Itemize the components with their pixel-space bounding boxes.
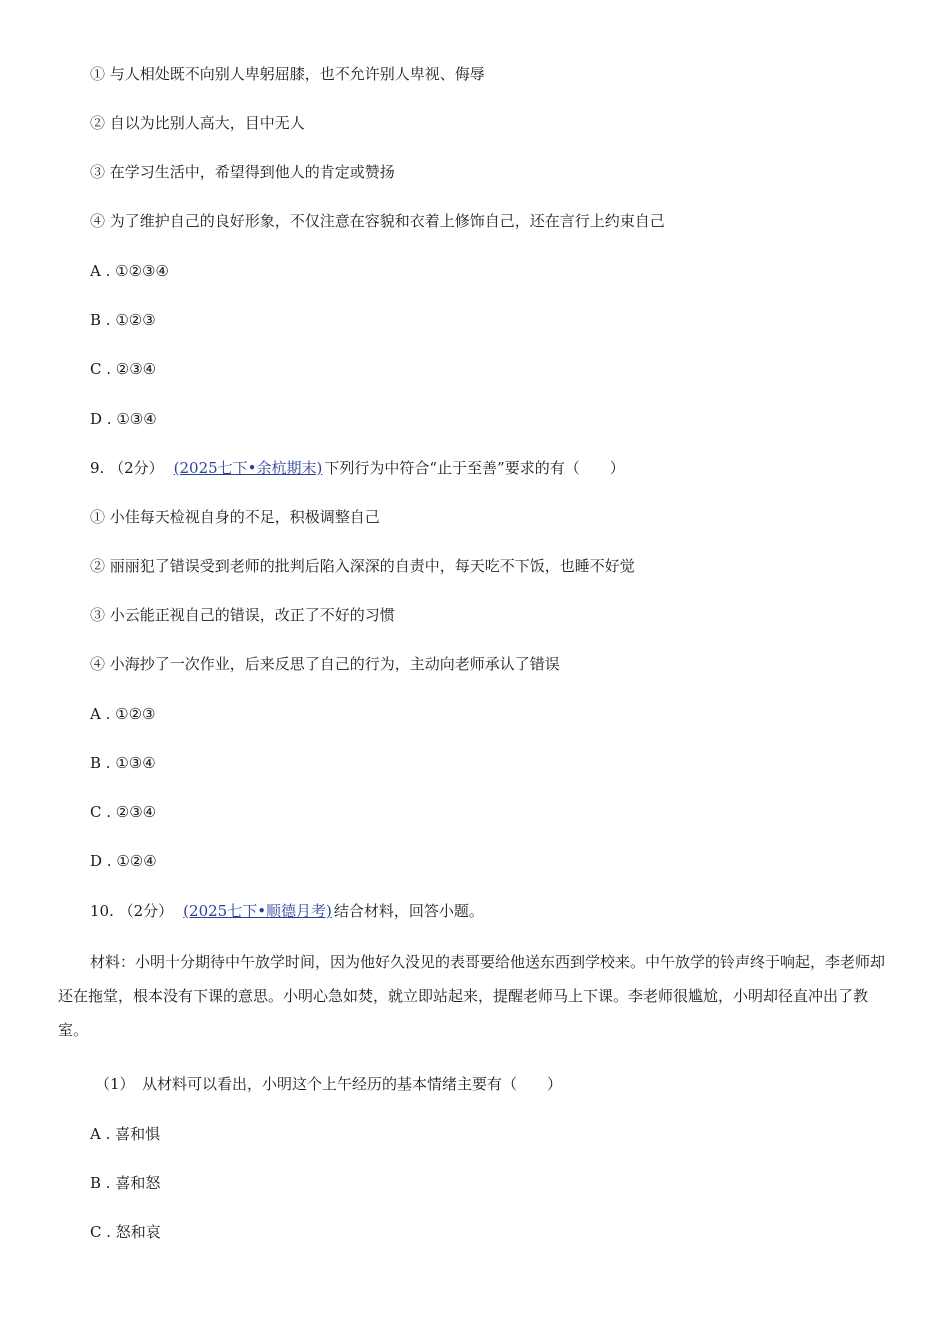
q9-item-2: ② 丽丽犯了错误受到老师的批判后陷入深深的自责中，每天吃不下饭，也睡不好觉 xyxy=(90,557,635,575)
q8-option-b[interactable]: B . ①②③ xyxy=(90,311,156,329)
q8-option-c[interactable]: C . ②③④ xyxy=(90,360,157,378)
q10-sub1-option-a[interactable]: A . 喜和惧 xyxy=(90,1125,161,1143)
q9-source-link[interactable]: (2025七下•余杭期末) xyxy=(173,459,323,477)
q8-item-2: ② 自以为比别人高大，目中无人 xyxy=(90,114,305,132)
q9-item-3: ③ 小云能正视自己的错误，改正了不好的习惯 xyxy=(90,606,395,624)
q9-option-b[interactable]: B . ①③④ xyxy=(90,754,156,772)
q10-sub1-option-c[interactable]: C . 怒和哀 xyxy=(90,1223,161,1241)
q8-option-a[interactable]: A . ①②③④ xyxy=(90,262,169,280)
q10-material: 材料：小明十分期待中午放学时间，因为他好久没见的表哥要给他送东西到学校来。中午放学的铃声终于响起，李老师却还在拖堂，根本没有下课的意思。小明心急如焚，就立即站起来，提醒老师马上下课。李老师很尴尬，小明却径直冲出了教室。 xyxy=(58,953,886,1039)
q9-item-4: ④ 小海抄了一次作业，后来反思了自己的行为，主动向老师承认了错误 xyxy=(90,655,560,673)
q9-prefix: 9. （2分） xyxy=(90,459,164,477)
q8-option-d[interactable]: D . ①③④ xyxy=(90,410,157,428)
q8-item-1: ① 与人相处既不向别人卑躬屈膝，也不允许别人卑视、侮辱 xyxy=(90,65,485,83)
q10-sub1-stem: （1） 从材料可以看出，小明这个上午经历的基本情绪主要有（ ） xyxy=(95,1075,563,1093)
q8-item-4: ④ 为了维护自己的良好形象，不仅注意在容貌和衣着上修饰自己，还在言行上约束自己 xyxy=(90,212,665,230)
q9-option-a[interactable]: A . ①②③ xyxy=(90,705,156,723)
q10-sub1-option-b[interactable]: B . 喜和怒 xyxy=(90,1174,161,1192)
q9-item-1: ① 小佳每天检视自身的不足，积极调整自己 xyxy=(90,508,380,526)
q9-header xyxy=(90,458,625,478)
q10-prefix: 10. （2分） xyxy=(90,902,174,920)
q10-header xyxy=(90,901,484,921)
q9-option-d[interactable]: D . ①②④ xyxy=(90,852,157,870)
q9-option-c[interactable]: C . ②③④ xyxy=(90,803,157,821)
q10-source-link[interactable]: (2025七下•顺德月考) xyxy=(183,902,332,920)
q8-item-3: ③ 在学习生活中，希望得到他人的肯定或赞扬 xyxy=(90,163,395,181)
q10-stem: 结合材料，回答小题。 xyxy=(333,902,484,920)
q9-stem: 下列行为中符合“止于至善”要求的有（ ） xyxy=(324,459,625,477)
